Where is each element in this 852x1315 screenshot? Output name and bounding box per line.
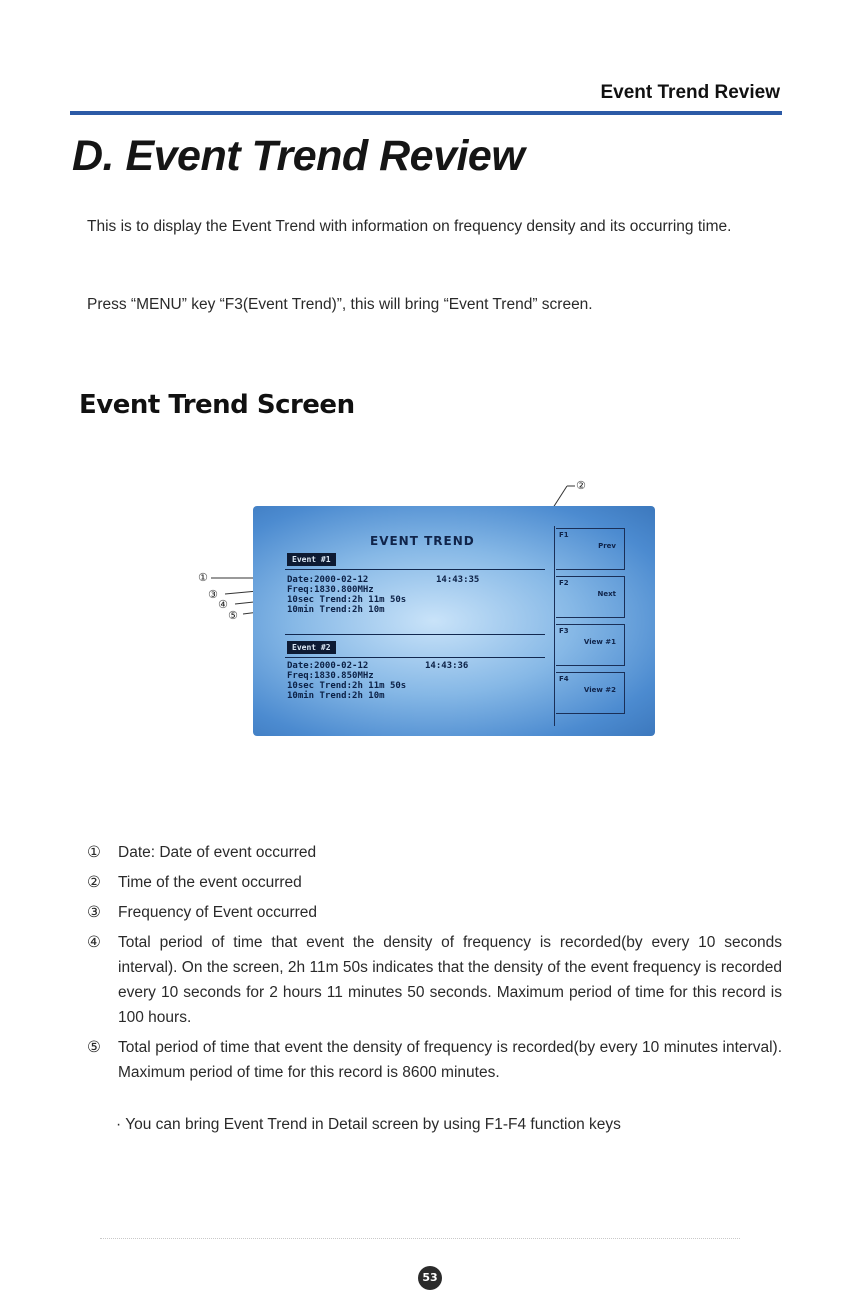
screen-divider <box>285 657 545 658</box>
fkey-f4-key: F4 <box>559 675 569 683</box>
page-number: 53 <box>418 1266 442 1290</box>
running-header: Event Trend Review <box>600 82 780 103</box>
fkey-divider <box>554 526 555 726</box>
list-item-number: ② <box>87 874 101 891</box>
fkey-f3-key: F3 <box>559 627 569 635</box>
list-item-text: Total period of time that event the density of frequency is recorded(by every 10 minutes interval). Maximum period of time for this record is 8600 minutes. <box>118 1039 782 1081</box>
event-2-badge: Event #2 <box>287 641 336 654</box>
callout-5: ⑤ <box>228 609 238 622</box>
fkey-f2 <box>556 576 625 618</box>
event-2-10sec-trend: 10sec Trend:2h 11m 50s <box>287 681 407 691</box>
fkey-f3 <box>556 624 625 666</box>
function-keys-note: · You can bring Event Trend in Detail screen by using F1-F4 function keys <box>116 1116 621 1133</box>
screen-title: EVENT TREND <box>370 534 475 548</box>
list-item-text: Frequency of Event occurred <box>118 904 318 921</box>
section-title: Event Trend Screen <box>79 390 355 420</box>
list-item-number: ④ <box>87 934 101 951</box>
list-item-number: ① <box>87 844 101 861</box>
event-2-10min-trend: 10min Trend:2h 10m <box>287 691 385 701</box>
fkey-f2-action: Next <box>597 590 616 598</box>
callout-legend-list <box>87 840 782 1090</box>
instruction-paragraph: Press “MENU” key “F3(Event Trend)”, this will bring “Event Trend” screen. <box>87 296 593 313</box>
fkey-f4-action: View #2 <box>583 686 616 694</box>
list-item <box>87 870 782 895</box>
list-item <box>87 900 782 925</box>
event-2-time: 14:43:36 <box>425 661 469 671</box>
event-1-date: Date:2000-02-12 <box>287 575 369 585</box>
event-2-freq: Freq:1830.850MHz <box>287 671 374 681</box>
callout-1: ① <box>198 571 208 584</box>
list-item <box>87 840 782 865</box>
event-1-10sec-trend: 10sec Trend:2h 11m 50s <box>287 595 407 605</box>
callout-2: ② <box>576 479 586 492</box>
list-item-text: Date: Date of event occurred <box>118 844 317 861</box>
intro-paragraph: This is to display the Event Trend with information on frequency density and its occurring time. <box>87 218 732 235</box>
list-item-number: ③ <box>87 904 101 921</box>
list-item <box>87 1035 782 1085</box>
callout-4: ④ <box>218 598 228 611</box>
event-1-time: 14:43:35 <box>436 575 480 585</box>
fkey-f1-key: F1 <box>559 531 569 539</box>
list-item <box>87 930 782 1030</box>
fkey-f1 <box>556 528 625 570</box>
footer-divider <box>100 1238 740 1239</box>
event-1-10min-trend: 10min Trend:2h 10m <box>287 605 385 615</box>
event-trend-screen-image <box>253 506 655 736</box>
fkey-f1-action: Prev <box>598 542 616 550</box>
callout-3: ③ <box>208 588 218 601</box>
event-1-badge: Event #1 <box>287 553 336 566</box>
list-item-text: Time of the event occurred <box>118 874 302 891</box>
event-1-freq: Freq:1830.800MHz <box>287 585 374 595</box>
list-item-number: ⑤ <box>87 1039 101 1056</box>
fkey-f3-action: View #1 <box>583 638 616 646</box>
screen-divider <box>285 634 545 635</box>
list-item-text: Total period of time that event the density of frequency is recorded(by every 10 seconds interval). On the screen, 2h 11m 50s indicates that the density of the event frequency is recorded every 10 seconds for 2 hours 11 minutes 50 seconds. Maximum period of time for this record is 100 hours. <box>118 934 782 1026</box>
fkey-f4 <box>556 672 625 714</box>
fkey-f2-key: F2 <box>559 579 569 587</box>
screen-divider <box>285 569 545 570</box>
event-2-date: Date:2000-02-12 <box>287 661 369 671</box>
page-title: D. Event Trend Review <box>72 132 525 180</box>
